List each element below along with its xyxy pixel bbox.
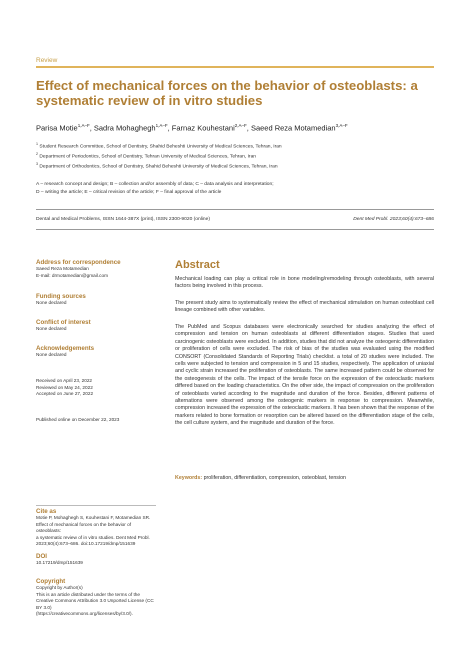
author-name[interactable]: Parisa Motie	[36, 123, 78, 133]
cite-line: Effect of mechanical forces on the behavior of osteoblasts:	[36, 521, 132, 533]
journal-info: Dental and Medical Problems, ISSN 1644-387X (print), ISSN 2300-9020 (online)	[36, 217, 210, 222]
funding-block	[36, 293, 156, 307]
correspondence-block	[36, 259, 156, 279]
abstract-paragraph: The present study aims to systematically review the effect of mechanical stimulation on human osteoblast cell lineage combined with other variables.	[175, 300, 434, 314]
doi-heading: DOI	[36, 553, 48, 560]
affiliation-num: 3	[36, 162, 38, 166]
conflict-block	[36, 319, 156, 333]
contribution-line: A – research concept and design; B – collection and/or assembly of data; C – data analysis and interpretation;	[36, 182, 274, 187]
sidebar-divider	[36, 505, 156, 506]
divider	[36, 209, 434, 210]
keywords-line	[175, 475, 434, 482]
abstract-heading: Abstract	[175, 259, 220, 271]
copyright-line: Copyright by Author(s)	[36, 585, 83, 590]
acknowledgements-heading: Acknowledgements	[36, 345, 95, 352]
author-sup: 2,A–F	[234, 123, 247, 128]
copyright-block	[36, 578, 156, 618]
correspondence-email[interactable]: E-mail: drmotamedian@gmail.com	[36, 272, 108, 278]
affiliation	[36, 162, 436, 170]
published-date: Published online on December 22, 2023	[36, 417, 120, 422]
keywords-text: proliferation, differentiation, compression, osteoblast, tension	[203, 475, 346, 481]
author-list: Parisa Motie$^{1,A-F}$, Sadra Mohaghegh$^{1,A-F}$, Farnaz Kouhestani$^{2,A-F}$, Saeed Reza Motamedian$^{3,A-F}$	[36, 123, 348, 133]
funding-heading: Funding sources	[36, 293, 86, 300]
cite-line: 2023;60(4):673–686. doi:10.17219/dmp/151639	[36, 541, 136, 546]
copyright-line: This is an article distributed under the terms of the	[36, 591, 140, 597]
keywords-label: Keywords:	[175, 475, 203, 481]
cite-line: Motie P, Mohaghegh S, Kouhestani F, Motamedian SR.	[36, 515, 151, 520]
affiliation	[36, 142, 436, 150]
top-rule	[36, 66, 434, 68]
conflict-text: None declared	[36, 326, 67, 331]
cite-line: a systematic review of in vitro studies. Dent Med Probl.	[36, 534, 150, 540]
doi-block	[36, 553, 156, 567]
section-label: Review	[36, 57, 58, 64]
author-sup: 1,A–F	[77, 123, 90, 128]
received-date: Received on April 23, 2022	[36, 378, 93, 383]
cite-heading: Cite as	[36, 508, 57, 515]
funding-text: None declared	[36, 300, 67, 305]
conflict-heading: Conflict of interest	[36, 319, 91, 326]
affiliation-text: Student Research Committee, School of Dentistry, Shahid Beheshti University of Medical Sciences, Tehran, Iran	[39, 144, 282, 150]
affiliation-text: Department of Periodontics, School of Dentistry, Tehran University of Medical Sciences, Tehran, Iran	[39, 154, 257, 160]
correspondence-heading: Address for correspondence	[36, 259, 121, 266]
contribution-line: D – writing the article; E – critical revision of the article; F – final approval of the article	[36, 190, 222, 195]
journal-citation: Dent Med Probl. 2023;60(4):673–686	[353, 217, 434, 222]
acknowledgements-text: None declared	[36, 352, 67, 357]
dates-block	[36, 378, 156, 398]
correspondence-name: Saeed Reza Motamedian	[36, 266, 89, 271]
author-name[interactable]: Farnaz Kouhestani	[171, 123, 235, 133]
author-name[interactable]: Sadra Mohaghegh	[93, 123, 156, 133]
abstract-paragraph: The PubMed and Scopus databases were electronically searched for studies analyzing the effect of compression and tension on human osteoblasts at different differentiation stages. Studies that used carcinogenic osteoblasts were excluded. In addition, studies that did not analyze the osteogenic differentiation or proliferation of cells were excluded. The risk of bias of the studies was evaluated using the modified CONSORT (Consolidated Standards of Reporting Trials) checklist. a total of 20 studies were included. The cells were subjected to tension and compression in 5 and 15 studies, respectively. The application of uniaxial and cyclic strain increased the proliferation of osteoblasts. The same increased pattern could be observed for the osteogenesis of the cells. The impact of the tensile force on the expression of the osteoclastic markers differed based on the loading characteristics. On the other side, the impact of compression on the proliferation of osteoblasts varied according to the magnitude and duration of the force. Besides, different patterns of alternations were observed among the osteogenic markers in response to compression. Meanwhile, compression increased the expression of the osteoclastic markers. It has been shown that the response of the markers related to bone formation or resorption can be altered based on the differentiation stage of the cells, the cell culture system, and the magnitude and duration of the force.	[175, 324, 434, 427]
abstract-paragraph: Mechanical loading can play a critical role in bone modeling/remodeling through osteoblasts, with several factors being involved in this process.	[175, 276, 434, 290]
affiliation-num: 2	[36, 152, 38, 156]
license-link[interactable]: (https://creativecommons.org/licenses/by/3.0/).	[36, 611, 133, 616]
accepted-date: Accepted on June 27, 2022	[36, 391, 94, 396]
copyright-heading: Copyright	[36, 578, 66, 585]
affiliation-text: Department of Orthodontics, School of Dentistry, Shahid Beheshti University of Medical Sciences, Tehran, Iran	[39, 164, 278, 170]
copyright-line: Creative Commons Attribution 3.0 Unported License (CC BY 3.0)	[36, 598, 154, 610]
article-title: Effect of mechanical forces on the behavior of osteoblasts: a systematic review of in vitro studies	[36, 78, 418, 108]
affiliation	[36, 152, 436, 160]
reviewed-date: Reviewed on May 24, 2022	[36, 384, 93, 390]
doi-link[interactable]: 10.17219/dmp/151639	[36, 560, 83, 565]
author-sup: 1,A–F	[155, 123, 168, 128]
author-sup: 3,A–F	[335, 123, 348, 128]
divider	[36, 229, 434, 230]
author-name[interactable]: Saeed Reza Motamedian	[250, 123, 336, 133]
affiliation-num: 1	[36, 142, 38, 146]
published-block	[36, 417, 156, 424]
cite-block	[36, 508, 156, 548]
acknowledgements-block	[36, 345, 156, 359]
